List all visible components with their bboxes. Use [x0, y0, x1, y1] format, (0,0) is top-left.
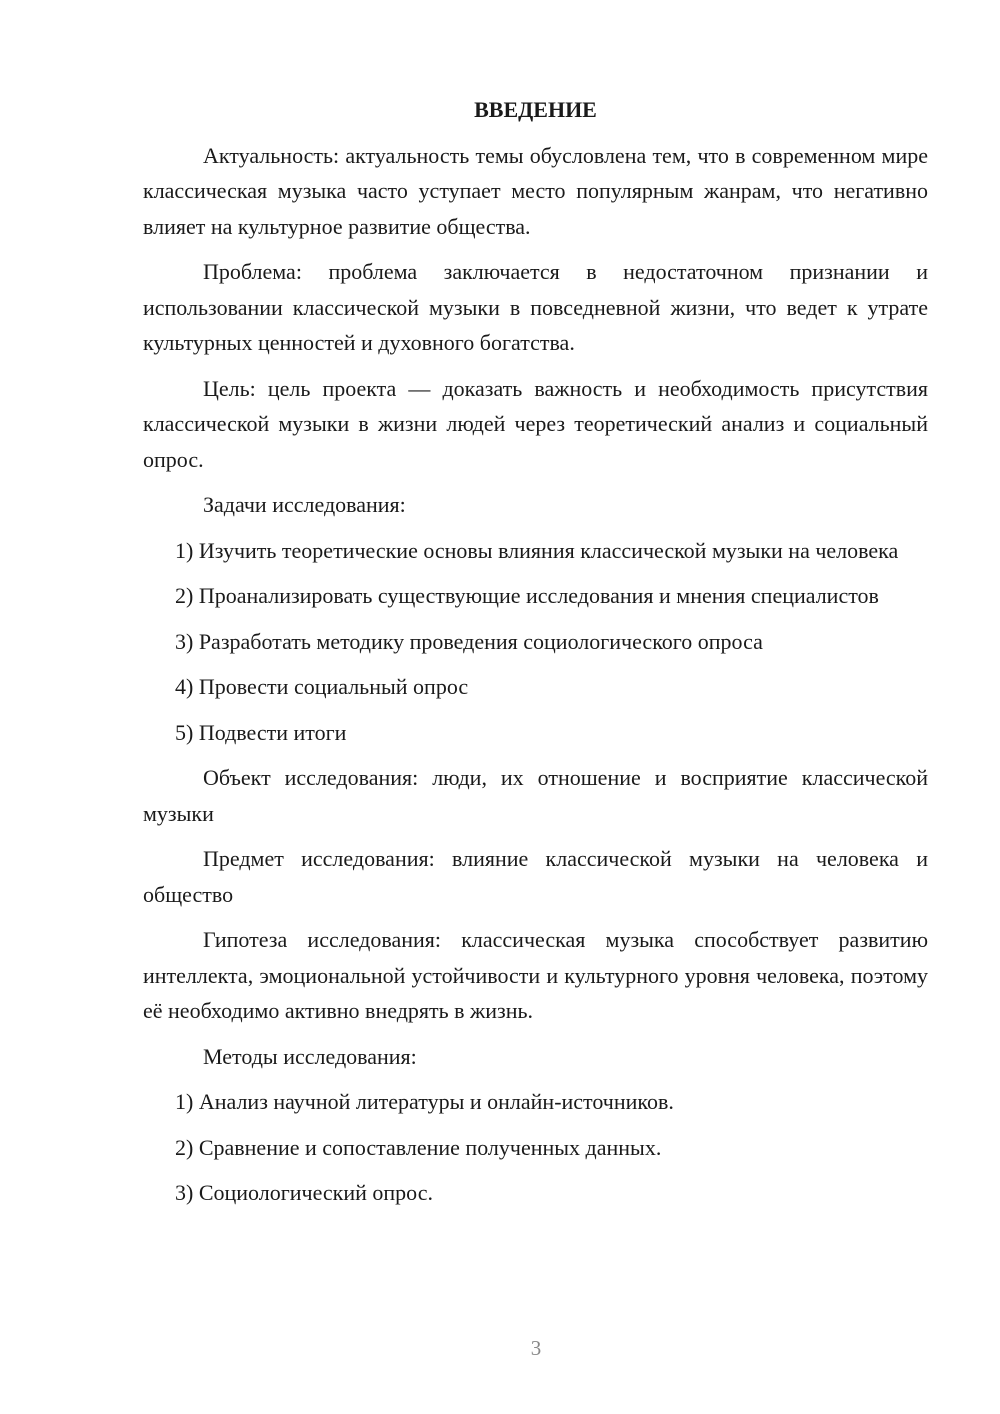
tasks-heading: Задачи исследования:: [203, 492, 406, 517]
task-item-5: 5) Подвести итоги: [175, 719, 347, 745]
document-page: [143, 92, 928, 1221]
task-item-4: 4) Провести социальный опрос: [175, 674, 469, 699]
task-item-3: 3) Разработать методику проведения социологического опроса: [175, 628, 763, 654]
subject-paragraph: Предмет исследования: влияние классической музыки на человека и общество: [143, 846, 928, 907]
page-number: 3: [530, 1336, 542, 1360]
relevance-paragraph: Актуальность: актуальность темы обусловлена тем, что в современном мире классическая музыка часто уступает место популярным жанрам, что негативно влияет на культурное развитие общества.: [143, 142, 928, 239]
section-title: ВВЕДЕНИЕ: [474, 97, 597, 122]
object-paragraph: Объект исследования: люди, их отношение и восприятие классической музыки: [143, 765, 928, 826]
task-item-1: 1) Изучить теоретические основы влияния классической музыки на человека: [175, 537, 899, 563]
goal-paragraph: Цель: цель проекта — доказать важность и необходимость присутствия классической музыки в жизни людей через теоретический анализ и социальный опрос.: [143, 375, 928, 472]
hypothesis-paragraph: Гипотеза исследования: классическая музыка способствует развитию интеллекта, эмоциональной устойчивости и культурного уровня человека, поэтому её необходимо активно внедрять в жизнь.: [143, 927, 928, 1023]
method-item-1: 1) Анализ научной литературы и онлайн-источников.: [175, 1089, 674, 1114]
method-item-3: 3) Социологический опрос.: [175, 1180, 433, 1205]
methods-heading: Методы исследования:: [203, 1043, 417, 1069]
method-item-2: 2) Сравнение и сопоставление полученных данных.: [175, 1134, 662, 1160]
problem-paragraph: Проблема: проблема заключается в недостаточном признании и использовании классической музыки в повседневной жизни, что ведет к утрате культурных ценностей и духовного богатства.: [143, 259, 928, 355]
task-item-2: 2) Проанализировать существующие исследования и мнения специалистов: [175, 583, 879, 608]
